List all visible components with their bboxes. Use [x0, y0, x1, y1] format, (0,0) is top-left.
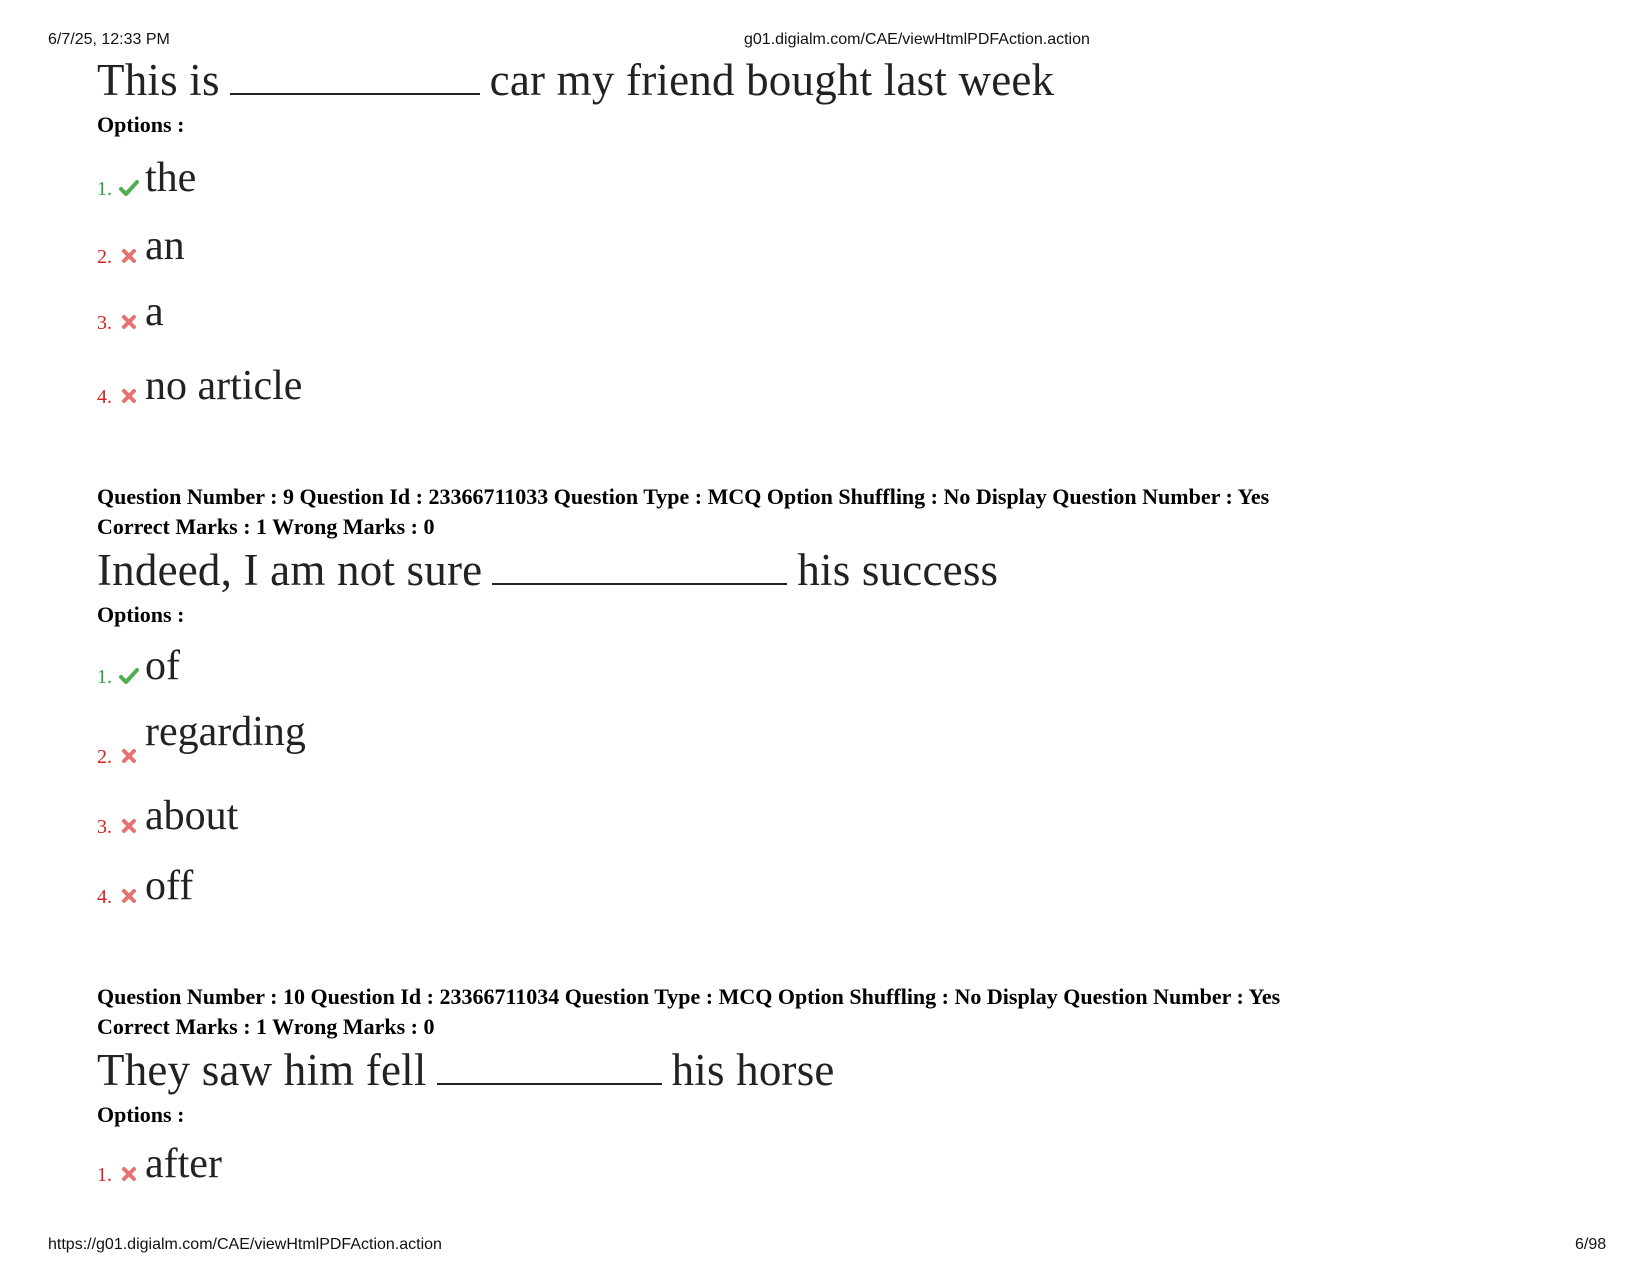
answer-blank [492, 543, 787, 585]
cross-icon [119, 312, 139, 332]
check-icon [119, 666, 139, 686]
cross-icon [119, 246, 139, 266]
question-8-text: This is car my friend bought last week [97, 55, 1055, 105]
option-item: 3. about [97, 793, 239, 839]
exam-content [97, 52, 1597, 1190]
option-item: 1. of [97, 643, 180, 689]
cross-icon [119, 746, 139, 766]
question-9-marks: Correct Marks : 1 Wrong Marks : 0 [97, 514, 435, 539]
cross-icon [119, 1164, 139, 1184]
option-item: 2. regarding [97, 709, 306, 768]
options-label: Options : [97, 602, 185, 627]
options-label: Options : [97, 1102, 185, 1127]
option-item: 1. after [97, 1141, 222, 1187]
answer-blank [230, 53, 480, 95]
footer-page-number: 6/98 [1575, 1236, 1607, 1253]
header-url-title: g01.digialm.com/CAE/viewHtmlPDFAction.action [744, 31, 1090, 48]
question-10-meta: Question Number : 10 Question Id : 23366711034 Question Type : MCQ Option Shuffling : No Display Question Number : Yes [97, 984, 1281, 1009]
check-icon [119, 178, 139, 198]
cross-icon [119, 886, 139, 906]
cross-icon [119, 386, 139, 406]
option-item: 3. a [97, 289, 164, 335]
option-item: 4. no article [97, 363, 303, 409]
cross-icon [119, 816, 139, 836]
question-9-text: Indeed, I am not sure his success [97, 545, 999, 595]
option-item: 1. the [97, 155, 197, 201]
header-datetime: 6/7/25, 12:33 PM [48, 31, 170, 48]
option-item: 4. off [97, 863, 194, 909]
question-10-marks: Correct Marks : 1 Wrong Marks : 0 [97, 1014, 435, 1039]
footer-url: https://g01.digialm.com/CAE/viewHtmlPDFAction.action [48, 1236, 442, 1253]
answer-blank [437, 1043, 662, 1085]
option-item: 2. an [97, 223, 185, 269]
question-9-meta: Question Number : 9 Question Id : 23366711033 Question Type : MCQ Option Shuffling : No Display Question Number : Yes [97, 484, 1270, 509]
question-10-text: They saw him fell his horse [97, 1045, 835, 1095]
options-label: Options : [97, 112, 185, 137]
